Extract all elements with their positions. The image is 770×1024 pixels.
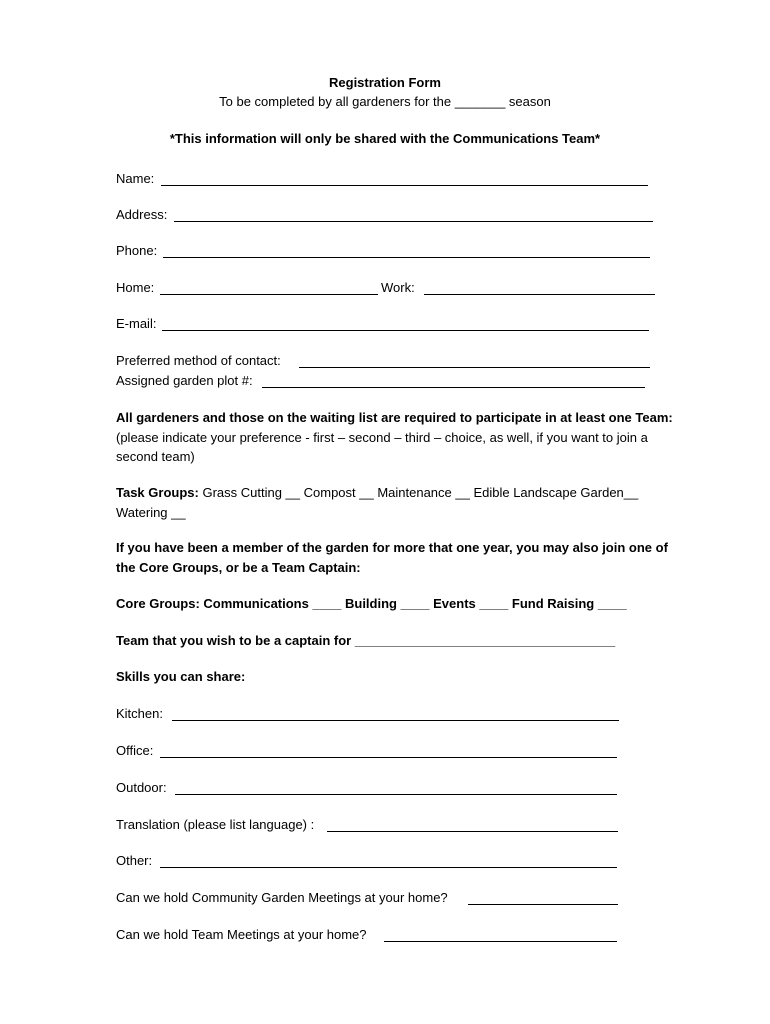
phone-line [163, 257, 650, 258]
name-line [161, 185, 648, 186]
team-meetings-field[interactable] [116, 926, 636, 944]
home-phone-field[interactable] [116, 279, 656, 297]
other-line [160, 867, 617, 868]
phone-field[interactable] [116, 242, 656, 260]
other-skills-field[interactable] [116, 852, 636, 870]
garden-meetings-field[interactable] [116, 889, 636, 907]
core-groups-intro: If you have been a member of the garden for more that one year, you may also join one of the Core Groups, or be a Team Captain: [116, 540, 668, 575]
team-meetings-question: Can we hold Team Meetings at your home? [116, 927, 367, 942]
address-line [174, 221, 653, 222]
outdoor-field[interactable] [116, 779, 636, 797]
contact-method-field[interactable] [116, 352, 656, 370]
office-field[interactable] [116, 742, 636, 760]
garden-plot-line [262, 387, 645, 388]
teams-preference-note: (please indicate your preference - first – second – third – choice, as well, if you want to join a second team) [116, 429, 648, 464]
kitchen-line [172, 720, 619, 721]
work-label: Work: [381, 280, 415, 295]
outdoor-label: Outdoor: [116, 780, 167, 795]
outdoor-line [175, 794, 617, 795]
email-label: E-mail: [116, 316, 157, 331]
office-label: Office: [116, 743, 154, 758]
garden-meetings-line [468, 904, 618, 905]
privacy-notice: *This information will only be shared with the Communications Team* [169, 131, 601, 146]
garden-plot-label: Assigned garden plot #: [116, 373, 253, 388]
task-groups-label: Task Groups: [116, 485, 199, 500]
contact-method-label: Preferred method of contact: [116, 353, 281, 368]
form-title: Registration Form [329, 75, 441, 90]
garden-meetings-question: Can we hold Community Garden Meetings at your home? [116, 890, 448, 905]
other-label: Other: [116, 853, 153, 868]
team-captain-field[interactable]: Team that you wish to be a captain for ____________________________________ [116, 633, 616, 648]
core-groups-options[interactable]: Core Groups: Communications ____ Building ____ Events ____ Fund Raising ____ [116, 596, 627, 611]
team-meetings-line [384, 941, 617, 942]
office-line [160, 757, 617, 758]
work-line [424, 294, 655, 295]
form-subtitle: To be completed by all gardeners for the _______ season [219, 94, 551, 109]
address-label: Address: [116, 207, 168, 222]
address-field[interactable] [116, 206, 656, 224]
translation-line [327, 831, 618, 832]
garden-plot-field[interactable] [116, 372, 656, 390]
home-label: Home: [116, 280, 155, 295]
name-label: Name: [116, 171, 155, 186]
phone-label: Phone: [116, 243, 158, 258]
email-field[interactable] [116, 315, 656, 333]
kitchen-label: Kitchen: [116, 706, 163, 721]
kitchen-field[interactable] [116, 705, 636, 723]
teams-heading: All gardeners and those on the waiting list are required to participate in at least one Team: [116, 410, 673, 425]
skills-heading: Skills you can share: [116, 669, 246, 684]
task-groups-section [116, 483, 686, 522]
contact-method-line [299, 367, 650, 368]
task-groups-options[interactable]: Grass Cutting __ Compost __ Maintenance __ Edible Landscape Garden__ Watering __ [116, 485, 639, 520]
translation-field[interactable] [116, 816, 636, 834]
name-field[interactable] [116, 170, 656, 188]
home-line [160, 294, 378, 295]
teams-section [116, 408, 686, 467]
translation-label: Translation (please list language) : [116, 817, 315, 832]
email-line [162, 330, 649, 331]
